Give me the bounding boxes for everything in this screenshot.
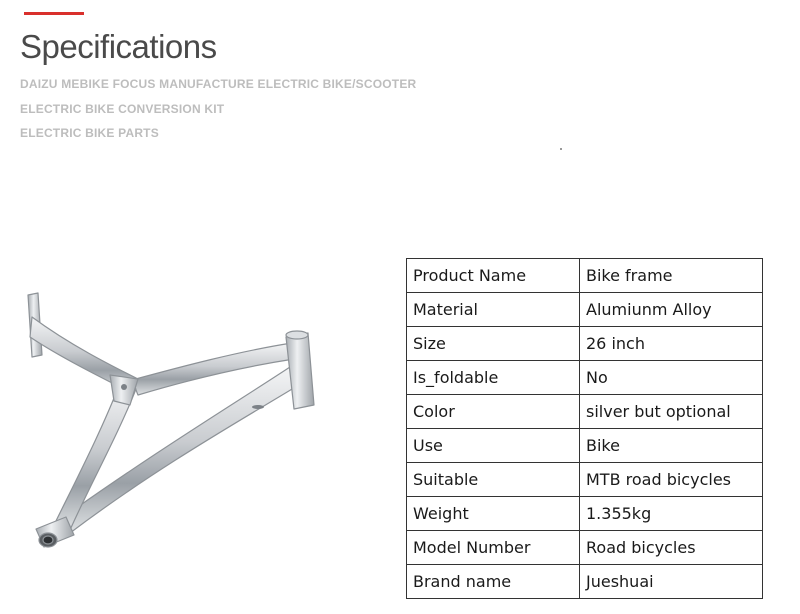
subtitle-bike-parts: ELECTRIC BIKE PARTS xyxy=(20,126,159,140)
bike-frame-image xyxy=(10,285,330,555)
spec-label: Brand name xyxy=(407,565,580,599)
table-row xyxy=(407,293,763,327)
spec-label: Product Name xyxy=(407,259,580,293)
spec-label: Use xyxy=(407,429,580,463)
subtitle-manufacturer: DAIZU MEBIKE FOCUS MANUFACTURE ELECTRIC BIKE/SCOOTER xyxy=(20,77,417,91)
table-row xyxy=(407,395,763,429)
spec-value: Jueshuai xyxy=(580,565,763,599)
stray-dot xyxy=(560,148,562,150)
table-row xyxy=(407,259,763,293)
table-row xyxy=(407,531,763,565)
table-row xyxy=(407,463,763,497)
spec-label: Weight xyxy=(407,497,580,531)
page-title: Specifications xyxy=(20,28,217,65)
spec-value: Bike xyxy=(580,429,763,463)
spec-label: Is_foldable xyxy=(407,361,580,395)
spec-label: Size xyxy=(407,327,580,361)
spec-value: MTB road bicycles xyxy=(580,463,763,497)
spec-value: 26 inch xyxy=(580,327,763,361)
spec-value: 1.355kg xyxy=(580,497,763,531)
spec-label: Suitable xyxy=(407,463,580,497)
spec-value: Road bicycles xyxy=(580,531,763,565)
spec-label: Color xyxy=(407,395,580,429)
spec-label: Model Number xyxy=(407,531,580,565)
spec-value: Alumiunm Alloy xyxy=(580,293,763,327)
table-row xyxy=(407,565,763,599)
table-row xyxy=(407,361,763,395)
spec-label: Material xyxy=(407,293,580,327)
accent-line xyxy=(24,12,84,15)
table-row xyxy=(407,327,763,361)
specifications-table xyxy=(406,258,763,599)
subtitle-conversion-kit: ELECTRIC BIKE CONVERSION KIT xyxy=(20,102,225,116)
table-row xyxy=(407,429,763,463)
spec-value: silver but optional xyxy=(580,395,763,429)
spec-value: No xyxy=(580,361,763,395)
spec-value: Bike frame xyxy=(580,259,763,293)
table-row xyxy=(407,497,763,531)
